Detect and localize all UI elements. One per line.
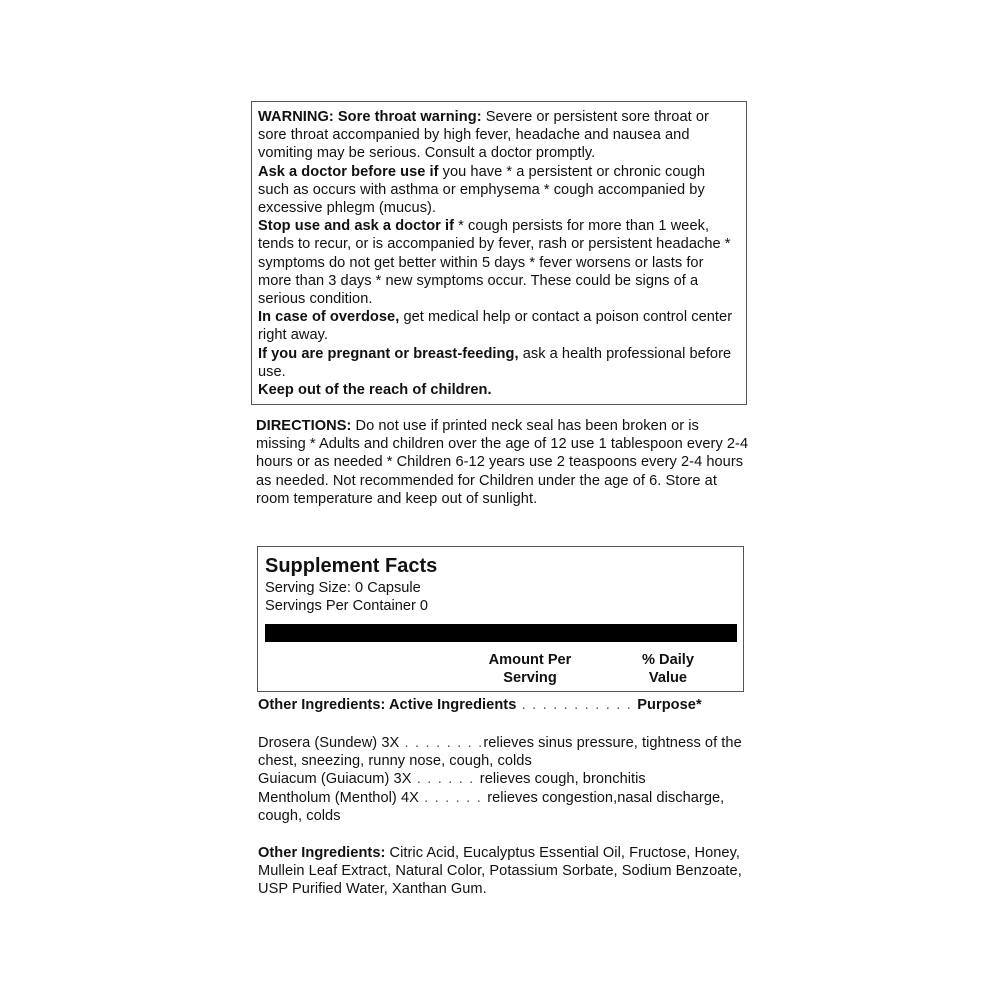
active-ingredient-purpose: relieves cough, bronchitis	[479, 771, 646, 788]
supplement-facts-panel	[257, 546, 744, 692]
other-ingredients	[258, 844, 748, 899]
active-ingredient-name: Guiacum (Guiacum) 3X	[258, 771, 412, 788]
pregnancy-warning: If you are pregnant or breast-feeding, ask a health professional before use.	[258, 345, 732, 380]
active-ingredient-name: Drosera (Sundew) 3X	[258, 735, 400, 751]
ask-doctor-before-use: Ask a doctor before use if you have * a persistent or chronic cough such as occurs with asthma or emphysema * cough accompanied by excessive phlegm (mucus).	[258, 163, 706, 217]
directions	[256, 417, 750, 508]
other-ingredients-text: Citric Acid, Eucalyptus Essential Oil, Fructose, Honey, Mullein Leaf Extract, Natural Color, Potassium Sorbate, Sodium Benzoate, USP Purified Water, Xanthan Gum.	[258, 845, 742, 898]
serving-size: Serving Size: 0 Capsule	[265, 580, 421, 596]
other-ingredients-label: Other Ingredients:	[258, 845, 386, 861]
active-ingredients-list: Drosera (Sundew) 3X . . . . . . . .relieves sinus pressure, tightness of the chest, sneezing, runny nose, cough, colds Guiacum (Guiacum) 3X . . . . . . relieves cough, bronchitis Mentholum (Menthol) 4X . . . . . . relieves congestion,nasal discharge, cough, colds	[258, 735, 742, 824]
directions-label: DIRECTIONS:	[256, 418, 352, 434]
keep-out-of-reach: Keep out of the reach of children.	[258, 382, 492, 399]
sore-throat-warning: WARNING: Sore throat warning: Severe or persistent sore throat or sore throat accompanied by high fever, headache and nausea and vomiting may be serious. Consult a doctor promptly.	[258, 109, 709, 162]
facts-divider-bar	[265, 624, 737, 642]
overdose-warning: In case of overdose, get medical help or contact a poison control center right away.	[258, 309, 733, 344]
ingredients-header-purpose: Purpose*	[637, 697, 702, 713]
active-ingredient-purpose: relieves sinus pressure, tightness of the chest, sneezing, runny nose, cough, colds	[258, 735, 742, 770]
supplement-facts-title: Supplement Facts	[265, 555, 438, 577]
amount-per-serving-header: Amount Per Serving	[488, 652, 572, 686]
ingredients-header-dots: . . . . . . . . . . .	[516, 697, 638, 713]
servings-per-container: Servings Per Container 0	[265, 598, 429, 614]
ingredients-header	[258, 696, 758, 714]
warning-panel	[251, 101, 747, 405]
active-ingredient-name: Mentholum (Menthol) 4X	[258, 789, 419, 806]
active-ingredient-purpose: relieves congestion,nasal discharge, cough, colds	[258, 789, 725, 824]
stop-use-warning: Stop use and ask a doctor if * cough persists for more than 1 week, tends to recur, or is accompanied by fever, rash or persistent headache * symptoms do not get better within 5 days * fever worsens or lasts for more than 3 days * new symptoms occur. These could be signs of a serious condition.	[258, 218, 731, 308]
ingredients-header-label: Other Ingredients: Active Ingredients	[258, 697, 517, 713]
directions-text: Do not use if printed neck seal has been broken or is missing * Adults and children over the age of 12 use 1 tablespoon every 2-4 hours or as needed * Children 6-12 years use 2 teaspoons every 2-4 hours as needed. Not recommended for Children under the age of 6. Store at room temperature and keep out of sunlight.	[256, 418, 749, 507]
daily-value-header: % Daily Value	[642, 652, 694, 686]
